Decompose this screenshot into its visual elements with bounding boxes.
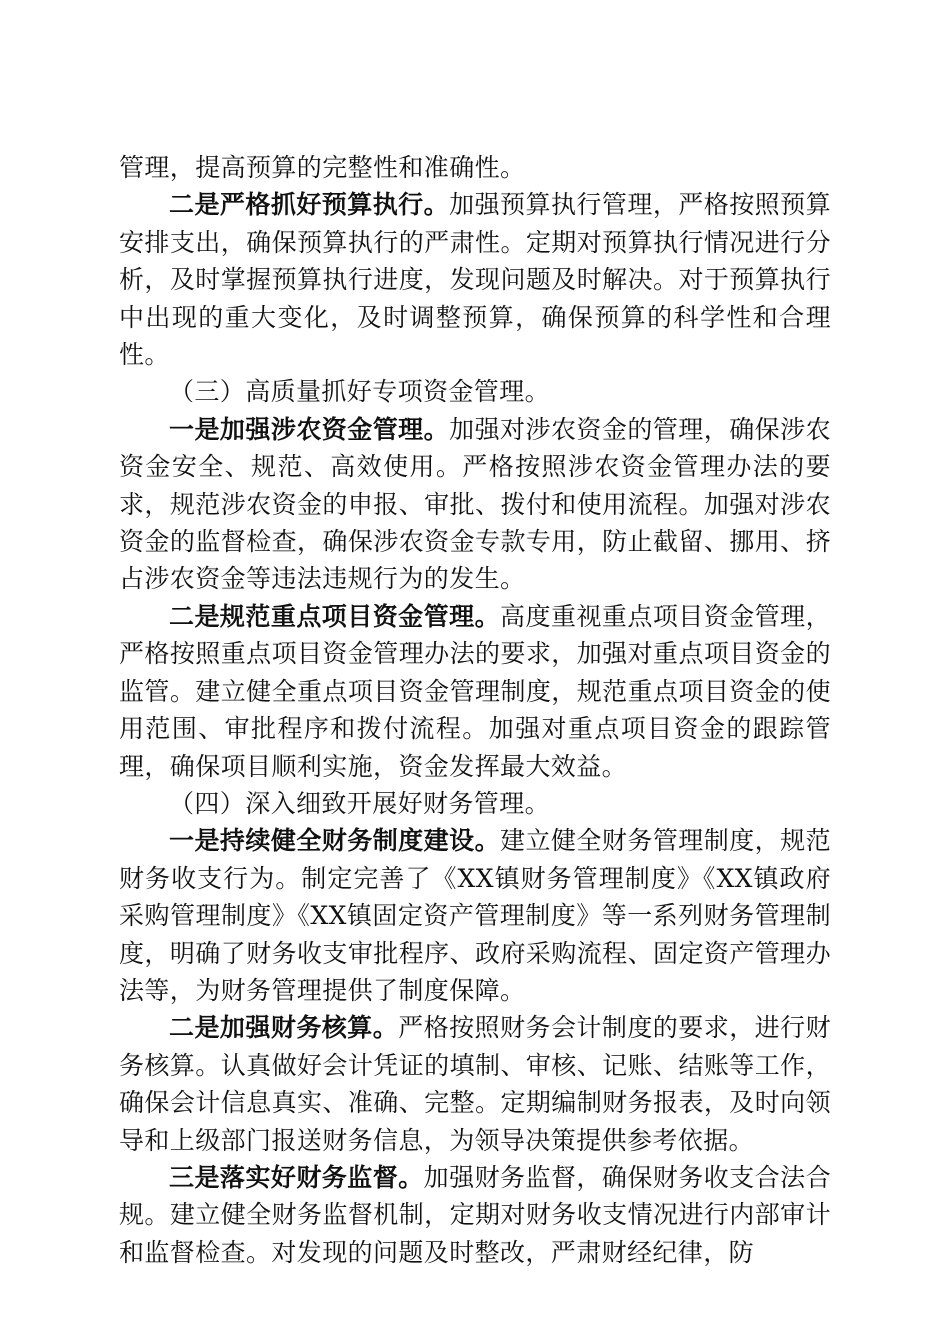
paragraph-continuation — [119, 149, 831, 186]
paragraph-financial-accounting — [119, 1009, 831, 1159]
paragraph-budget-execution — [119, 186, 831, 373]
paragraph-text: 建立健全财务管理制度，规范财务收支行为。制定完善了《XX镇财务管理制度》《XX镇政府采购管理制度》《XX镇固定资产管理制度》等一系列财务管理制度，明确了财务收支审批程序、政府采购流程、固定资产管理办法等，为财务管理提供了制度保障。 — [119, 826, 831, 1005]
paragraph-lead: 一是加强涉农资金管理。 — [169, 414, 450, 444]
section-heading-text: （三）高质量抓好专项资金管理。 — [169, 377, 551, 407]
document-body — [119, 149, 831, 1271]
paragraph-text: 高度重视重点项目资金管理，严格按照重点项目资金管理办法的要求，加强对重点项目资金的监管。建立健全重点项目资金管理制度，规范重点项目资金的使用范围、审批程序和拨付流程。加强对重点项目资金的跟踪管理，确保项目顺利实施，资金发挥最大效益。 — [119, 601, 831, 781]
paragraph-lead: 二是加强财务核算。 — [169, 1013, 399, 1043]
paragraph-text: 严格按照财务会计制度的要求，进行财务核算。认真做好会计凭证的填制、审核、记账、结账等工作，确保会计信息真实、准确、完整。定期编制财务报表，及时向领导和上级部门报送财务信息，为领导决策提供参考依据。 — [119, 1013, 831, 1155]
paragraph-financial-system — [119, 822, 831, 1009]
paragraph-financial-supervision — [119, 1159, 831, 1271]
paragraph-lead: 二是规范重点项目资金管理。 — [169, 601, 501, 631]
paragraph-lead: 三是落实好财务监督。 — [169, 1162, 424, 1192]
paragraph-text: 加强预算执行管理，严格按照预算安排支出，确保预算执行的严肃性。定期对预算执行情况进行分析，及时掌握预算执行进度，发现问题及时解决。对于预算执行中出现的重大变化，及时调整预算，确保预算的科学性和合理性。 — [119, 190, 831, 370]
paragraph-agricultural-funds — [119, 411, 831, 598]
paragraph-key-project-funds — [119, 598, 831, 785]
paragraph-lead: 二是严格抓好预算执行。 — [169, 190, 450, 220]
paragraph-lead: 一是持续健全财务制度建设。 — [169, 826, 501, 856]
paragraph-text: 加强对涉农资金的管理，确保涉农资金安全、规范、高效使用。严格按照涉农资金管理办法的要求，规范涉农资金的申报、审批、拨付和使用流程。加强对涉农资金的监督检查，确保涉农资金专款专用，防止截留、挪用、挤占涉农资金等违法违规行为的发生。 — [119, 414, 831, 594]
section-heading-three — [119, 373, 831, 410]
paragraph-text: 加强财务监督，确保财务收支合法合规。建立健全财务监督机制，定期对财务收支情况进行内部审计和监督检查。对发现的问题及时整改，严肃财经纪律，防 — [119, 1162, 831, 1267]
section-heading-four — [119, 785, 831, 822]
paragraph-text: 管理，提高预算的完整性和准确性。 — [119, 153, 526, 182]
section-heading-text: （四）深入细致开展好财务管理。 — [169, 788, 551, 818]
